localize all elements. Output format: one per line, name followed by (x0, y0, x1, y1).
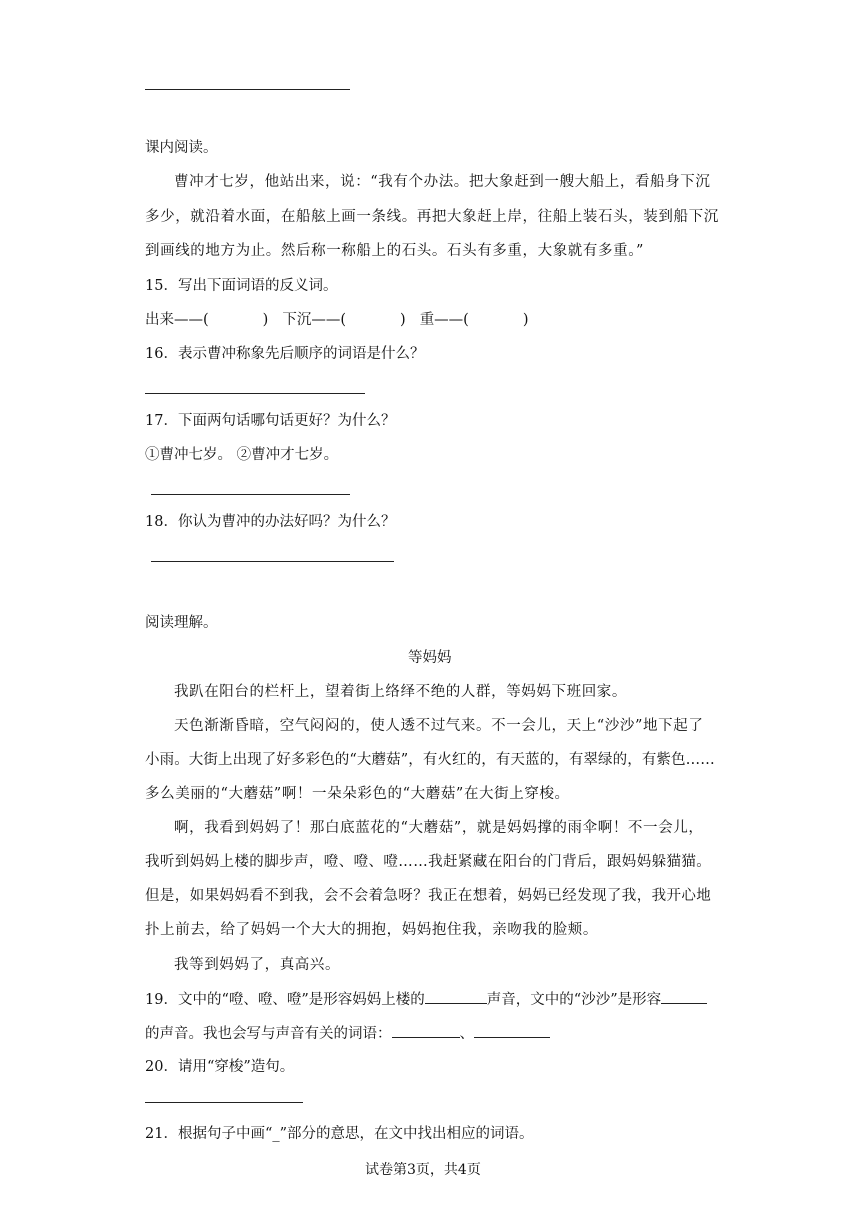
passage-line: 啊，我看到妈妈了！那白底蓝花的“大蘑菇”，就是妈妈撑的雨伞啊！不一会儿， (174, 820, 704, 836)
page-footer: 试卷第3页，共4页 (365, 1162, 481, 1178)
passage-line: 我趴在阳台的栏杆上，望着街上络绎不绝的人群，等妈妈下班回家。 (174, 684, 627, 700)
q15-antonym-row (145, 310, 529, 330)
question-19: 19．文中的“噔、噔、噔”是形容妈妈上楼的 声音，文中的“沙沙”是形容 (145, 989, 707, 1010)
fill-blank[interactable] (392, 1023, 460, 1038)
q15-item-close: ) (522, 312, 529, 328)
question-15: 15．写出下面词语的反义词。 (145, 278, 338, 294)
answer-line (151, 561, 394, 562)
passage-line: 多少，就沿着水面，在船舷上画一条线。再把大象赶上岸，往船上装石头，装到船下沉 (145, 209, 719, 225)
section-heading: 阅读理解。 (145, 615, 218, 631)
section-heading: 课内阅读。 (145, 140, 218, 156)
q15-item-label: 出来——( (145, 312, 209, 328)
question-20: 20．请用“穿梭”造句。 (145, 1059, 295, 1075)
passage-line: 我听到妈妈上楼的脚步声，噔、噔、噔……我赶紧藏在阳台的门背后，跟妈妈躲猫猫。 (145, 854, 712, 870)
passage-line: 但是，如果妈妈看不到我，会不会着急呀？我正在想着，妈妈已经发现了我，我开心地 (145, 888, 712, 904)
passage-line: 多么美丽的“大蘑菇”啊！一朵朵彩色的“大蘑菇”在大街上穿梭。 (145, 786, 570, 802)
story-title: 等妈妈 (408, 650, 452, 666)
question-21: 21．根据句子中画“_”部分的意思，在文中找出相应的词语。 (145, 1126, 534, 1142)
q15-item-close: ) (400, 312, 406, 328)
answer-line (145, 393, 365, 394)
passage-line: 天色渐渐昏暗，空气闷闷的，使人透不过气来。不一会儿，天上“沙沙”地下起了 (174, 718, 704, 734)
answer-line (145, 1102, 303, 1103)
passage-line: 到画线的地方为止。然后称一称船上的石头。石头有多重，大象就有多重。” (145, 243, 645, 259)
q17-options: ①曹冲七岁。 ②曹冲才七岁。 (145, 447, 339, 463)
passage-line: 小雨。大街上出现了好多彩色的“大蘑菇”，有火红的，有天蓝的，有翠绿的，有紫色…… (145, 752, 715, 768)
fill-blank[interactable] (474, 1023, 550, 1038)
question-17: 17．下面两句话哪句话更好？为什么？ (145, 413, 396, 429)
question-16: 16．表示曹冲称象先后顺序的词语是什么？ (145, 346, 425, 362)
question-19-continued: 的声音。我也会写与声音有关的词语： 、 (145, 1023, 550, 1044)
passage-line: 曹冲才七岁，他站出来，说：“我有个办法。把大象赶到一艘大船上，看船身下沉 (174, 174, 711, 190)
fill-blank[interactable] (661, 989, 707, 1004)
answer-line (151, 494, 350, 495)
passage-line: 我等到妈妈了，真高兴。 (174, 957, 341, 973)
q15-item-close: ) (262, 312, 269, 328)
q15-item-label: 重——( (419, 312, 469, 328)
q15-item-label: 下沉——( (282, 312, 347, 328)
fill-blank[interactable] (425, 989, 487, 1004)
answer-line (145, 89, 350, 90)
passage-line: 扑上前去，给了妈妈一个大大的拥抱，妈妈抱住我，亲吻我的脸颊。 (145, 922, 598, 938)
question-18: 18．你认为曹冲的办法好吗？为什么？ (145, 514, 396, 530)
